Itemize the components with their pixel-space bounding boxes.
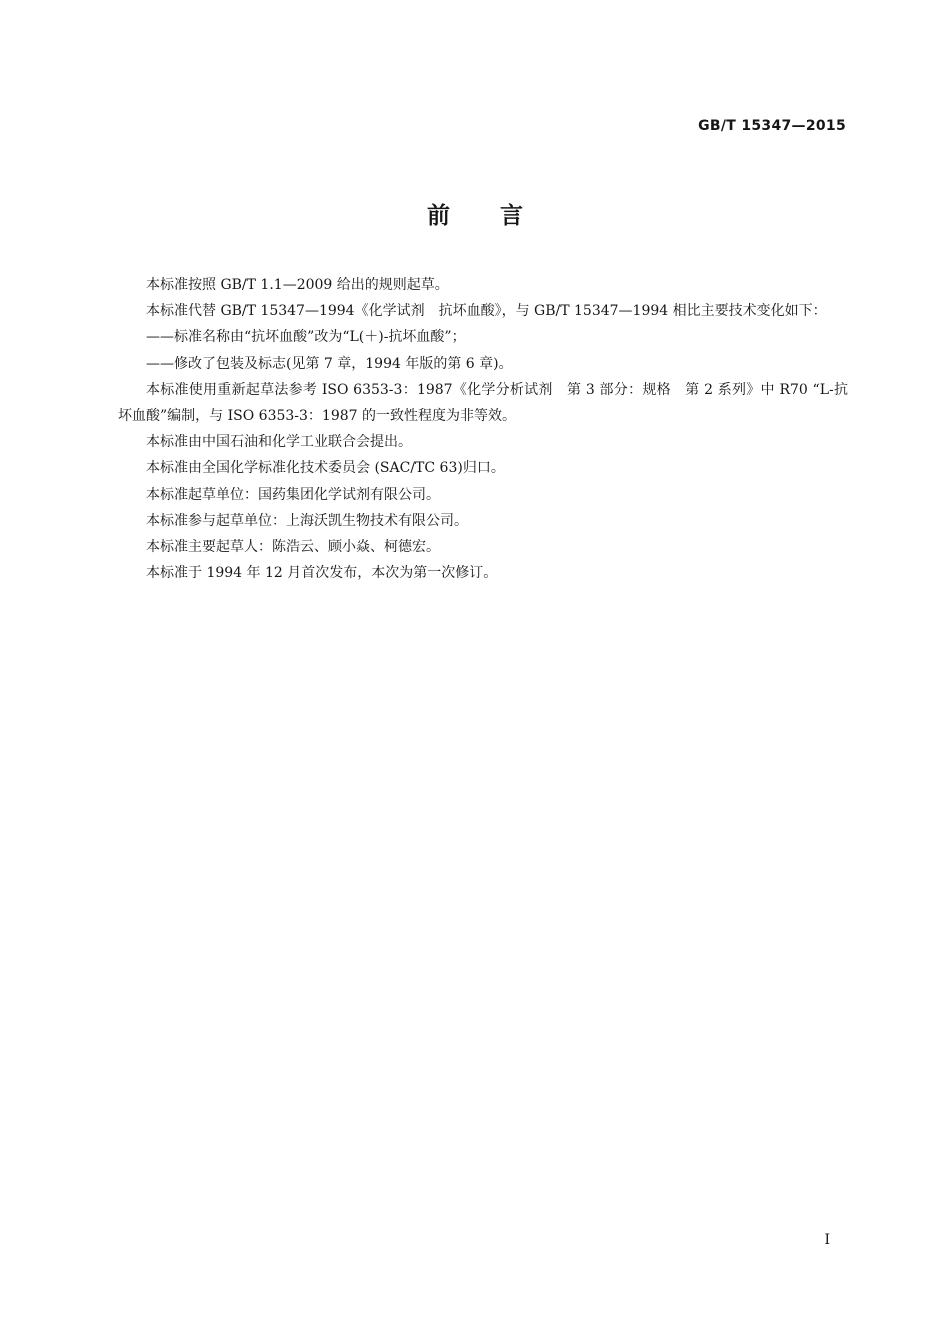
paragraph-participating-unit: 本标准参与起草单位：上海沃凯生物技术有限公司。 — [146, 512, 468, 529]
paragraph-proposer: 本标准由中国石油和化学工业联合会提出。 — [146, 434, 412, 451]
page-title: 前言 — [427, 203, 573, 229]
paragraph-committee: 本标准由全国化学标准化技术委员会 (SAC/TC 63)归口。 — [146, 460, 505, 477]
paragraph-history: 本标准于 1994 年 12 月首次发布，本次为第一次修订。 — [146, 565, 498, 582]
standard-code: GB/T 15347—2015 — [698, 118, 846, 134]
paragraph-change-packaging: ——修改了包装及标志(见第 7 章，1994 年版的第 6 章)。 — [146, 355, 513, 372]
paragraph-drafting-unit: 本标准起草单位：国药集团化学试剂有限公司。 — [146, 486, 440, 503]
document-body — [118, 272, 848, 586]
page-number: I — [824, 1232, 830, 1248]
paragraph-change-name: ——标准名称由“抗坏血酸”改为“L(＋)-抗坏血酸”； — [146, 329, 466, 346]
paragraph-drafters: 本标准主要起草人：陈浩云、顾小焱、柯德宏。 — [146, 539, 440, 556]
paragraph-replacement: 本标准代替 GB/T 15347—1994《化学试剂 抗坏血酸》，与 GB/T 15347—1994 相比主要技术变化如下： — [146, 303, 827, 320]
paragraph-drafting-rules: 本标准按照 GB/T 1.1—2009 给出的规则起草。 — [146, 277, 449, 293]
paragraph-iso-reference: 本标准使用重新起草法参考 ISO 6353-3：1987《化学分析试剂 第 3 部分：规格 第 2 系列》中 R70 “L-抗坏血酸”编制，与 ISO 6353-3：1987 的一致性程度为非等效。 — [118, 381, 848, 425]
